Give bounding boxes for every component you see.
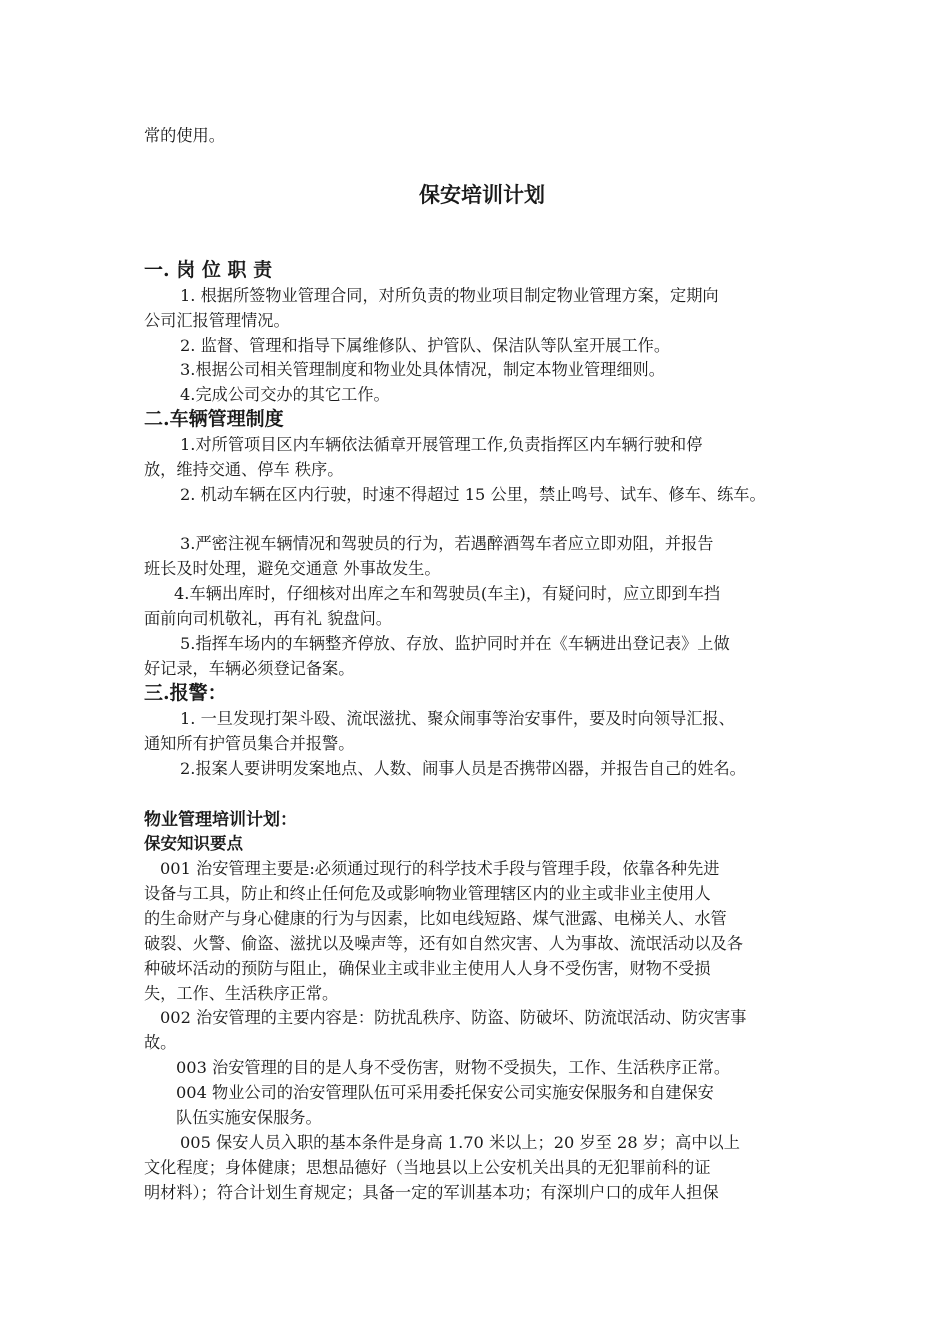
list-item: 种破坏活动的预防与阻止，确保业主或非业主使用人人身不受伤害，财物不受损 [144, 959, 711, 978]
list-item: 失，工作、生活秩序正常。 [144, 984, 339, 1003]
section-heading-duties: 一. 岗 位 职 责 [144, 259, 273, 281]
paragraph: 1. 一旦发现打架斗殴、流氓滋扰、聚众闹事等治安事件，要及时向领导汇报、 [180, 709, 735, 728]
paragraph: 4.车辆出库时，仔细核对出库之车和驾驶员(车主)，有疑问时，应立即到车挡 [174, 584, 721, 603]
paragraph: 3.根据公司相关管理制度和物业处具体情况，制定本物业管理细则。 [180, 360, 665, 379]
list-item: 设备与工具，防止和终止任何危及或影响物业管理辖区内的业主或非业主使用人 [144, 884, 711, 903]
list-item: 的生命财产与身心健康的行为与因素，比如电线短路、煤气泄露、电梯关人、水管 [144, 909, 727, 928]
paragraph: 1. 根据所签物业管理合同，对所负责的物业项目制定物业管理方案，定期向 [180, 286, 719, 305]
paragraph: 2. 监督、管理和指导下属维修队、护管队、保洁队等队室开展工作。 [180, 336, 671, 355]
section-heading-training: 物业管理培训计划： [144, 810, 297, 830]
paragraph: 公司汇报管理情况。 [144, 311, 290, 330]
list-item: 破裂、火警、偷盗、滋扰以及噪声等，还有如自然灾害、人为事故、流氓活动以及各 [144, 934, 743, 953]
paragraph: 1.对所管项目区内车辆依法循章开展管理工作,负责指挥区内车辆行驶和停 [180, 435, 703, 454]
paragraph: 3.严密注视车辆情况和驾驶员的行为，若遇醉酒驾车者应立即劝阻，并报告 [180, 534, 714, 553]
document-title: 保安培训计划 [419, 182, 545, 207]
list-item: 002 治安管理的主要内容是：防扰乱秩序、防盗、防破坏、防流氓活动、防灾害事 [160, 1008, 747, 1027]
list-item: 004 物业公司的治安管理队伍可采用委托保安公司实施安保服务和自建保安 [176, 1083, 714, 1102]
list-item: 001 治安管理主要是:必须通过现行的科学技术手段与管理手段，依靠各种先进 [160, 859, 720, 878]
paragraph: 通知所有护管员集合并报警。 [144, 734, 355, 753]
paragraph: 2. 机动车辆在区内行驶，时速不得超过 15 公里，禁止鸣号、试车、修车、练车。 [180, 485, 766, 504]
paragraph: 好记录，车辆必须登记备案。 [144, 659, 355, 678]
paragraph: 面前向司机敬礼，再有礼 貌盘问。 [144, 609, 392, 628]
paragraph: 4.完成公司交办的其它工作。 [180, 385, 390, 404]
list-item: 003 治安管理的目的是人身不受伤害，财物不受损失，工作、生活秩序正常。 [176, 1058, 731, 1077]
list-item: 队伍实施安保服务。 [176, 1108, 322, 1127]
subsection-heading: 保安知识要点 [144, 834, 243, 853]
paragraph: 2.报案人要讲明发案地点、人数、闹事人员是否携带凶器，并报告自己的姓名。 [180, 759, 746, 778]
list-item: 文化程度；身体健康；思想品德好（当地县以上公安机关出具的无犯罪前科的证 [144, 1158, 711, 1177]
list-item: 故。 [144, 1033, 177, 1052]
section-heading-vehicle: 二.车辆管理制度 [144, 408, 284, 430]
list-item: 005 保安人员入职的基本条件是身高 1.70 米以上；20 岁至 28 岁；高中以上 [180, 1133, 740, 1152]
section-heading-alarm: 三.报警： [144, 682, 227, 704]
list-item: 明材料）；符合计划生育规定；具备一定的军训基本功；有深圳户口的成年人担保 [144, 1183, 719, 1202]
continuation-text: 常的使用。 [144, 126, 225, 145]
paragraph: 5.指挥车场内的车辆整齐停放、存放、监护同时并在《车辆进出登记表》上做 [180, 634, 730, 653]
paragraph: 班长及时处理，避免交通意 外事故发生。 [144, 559, 441, 578]
paragraph: 放，维持交通、停车 秩序。 [144, 460, 344, 479]
